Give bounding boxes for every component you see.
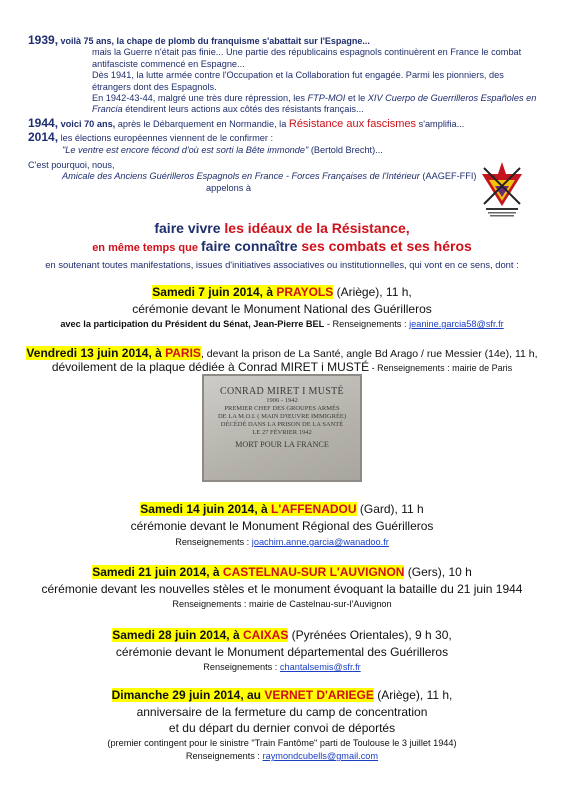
headline-line1: faire vivre les idéaux de la Résistance,: [154, 220, 410, 236]
event-vernet-note: (premier contingent pour le sinistre "Train Fantôme" parti de Toulouse le 3 juillet 1944): [107, 738, 457, 748]
association-name: Amicale des Anciens Guérilleros Espagnols en France - Forces Françaises de l'Intérieur (AAGEF-FFI): [62, 171, 477, 182]
cest-pourquoi: C'est pourquoi, nous,: [28, 160, 115, 171]
event-affenadou-title: Samedi 14 juin 2014, à L'AFFENADOU (Gard), 11 h: [140, 502, 424, 516]
event-castelnau-desc: cérémonie devant les nouvelles stèles et le monument évoquant la bataille du 21 juin 1944: [41, 582, 523, 596]
event-caixas-title: Samedi 28 juin 2014, à CAIXAS (Pyrénées Orientales), 9 h 30,: [112, 628, 452, 642]
intro-text: [28, 35, 538, 194]
brecht-quote: "Le ventre est encore fécond d'où est sorti la Bête immonde" (Bertold Brecht)...: [62, 144, 383, 155]
event-paris-title: Vendredi 13 juin 2014, à PARIS, devant la prison de La Santé, angle Bd Arago / rue Messier (14e), 11 h,: [26, 346, 538, 360]
event-affenadou-desc: cérémonie devant le Monument Régional des Guérilleros: [130, 519, 434, 533]
event-vernet-info: Renseignements : raymondcubells@gmail.com: [185, 751, 379, 761]
intro-1944: 1944, voici 70 ans, après le Débarquement en Normandie, la Résistance aux fascismes s'amplifia...: [28, 115, 465, 130]
event-paris-desc: dévoilement de la plaque dédiée à Conrad MIRET i MUSTÉ - Renseignements : mairie de Paris: [51, 360, 513, 374]
event-prayols-title: Samedi 7 juin 2014, à PRAYOLS (Ariège), 11 h,: [152, 285, 412, 299]
event-castelnau-info: Renseignements : mairie de Castelnau-sur-l'Auvignon: [172, 599, 392, 609]
aagef-emblem-icon: [478, 160, 526, 220]
headline-sub: en soutenant toutes manifestations, issues d'initiatives associatives ou institutionnelles, qui vont en ce sens, dont :: [45, 259, 519, 270]
event-castelnau-title: Samedi 21 juin 2014, à CASTELNAU-SUR L'AUVIGNON (Gers), 10 h: [92, 565, 472, 579]
event-vernet-title: Dimanche 29 juin 2014, au VERNET D'ARIEGE (Ariège), 11 h,: [111, 688, 453, 702]
plaque-name: CONRAD MIRET I MUSTÉ: [220, 386, 344, 397]
appelons-a: appelons à: [206, 182, 251, 193]
event-affenadou-info: Renseignements : joachim.anne.garcia@wanadoo.fr: [175, 537, 389, 547]
intro-1941: Dès 1941, la lutte armée contre l'Occupation et la Collaboration fut engagée. Parmi les pionniers, des étrangers dont des Espagnols.: [92, 70, 504, 92]
intro-1942: En 1942-43-44, malgré une très dure répression, les FTP-MOI et le XIV Cuerpo de Guerrilleros Españoles en Francia étendirent leurs actions aux côtés des résistants français...: [92, 93, 537, 115]
intro-guerre: mais la Guerre n'était pas finie... Une partie des républicains espagnols continuèrent en France le combat antifasciste commencé en Espagne...: [92, 47, 522, 69]
intro-2014: 2014, les élections européennes viennent de le confirmer :: [28, 130, 274, 145]
plaque-photo: CONRAD MIRET I MUSTÉ 1906 - 1942 PREMIER CHEF DES GROUPES ARMÉS DE LA M.O.I. ( MAIN D'ŒUVRE IMMIGRÉE) DÉCÉDÉ DANS LA PRISON DE LA SANTÉ LE 27 FÉVRIER 1942 MORT POUR LA FRANCE: [202, 374, 362, 482]
event-caixas-desc: cérémonie devant le Monument départemental des Guérilleros: [115, 645, 449, 659]
email-link-caixas[interactable]: chantalsemis@sfr.fr: [279, 662, 361, 672]
email-link-prayols[interactable]: jeanine.garcia58@sfr.fr: [409, 319, 504, 329]
event-prayols-desc: cérémonie devant le Monument National des Guérilleros: [132, 302, 432, 316]
event-vernet-desc2: et du départ du dernier convoi de déportés: [168, 721, 396, 735]
email-link-affenadou[interactable]: joachim.anne.garcia@wanadoo.fr: [251, 537, 389, 547]
headline-line2: en même temps que faire connaître ses combats et ses héros: [92, 238, 472, 254]
event-vernet-desc1: anniversaire de la fermeture du camp de concentration: [136, 705, 428, 719]
event-caixas-info: Renseignements : chantalsemis@sfr.fr: [203, 662, 361, 672]
event-prayols-extra: avec la participation du Président du Sénat, Jean-Pierre BEL - Renseignements : jeanine.garcia58@sfr.fr: [60, 319, 504, 329]
email-link-vernet[interactable]: raymondcubells@gmail.com: [262, 751, 379, 761]
intro-1939: 1939, voilà 75 ans, la chape de plomb du franquisme s'abattait sur l'Espagne...: [28, 33, 370, 47]
